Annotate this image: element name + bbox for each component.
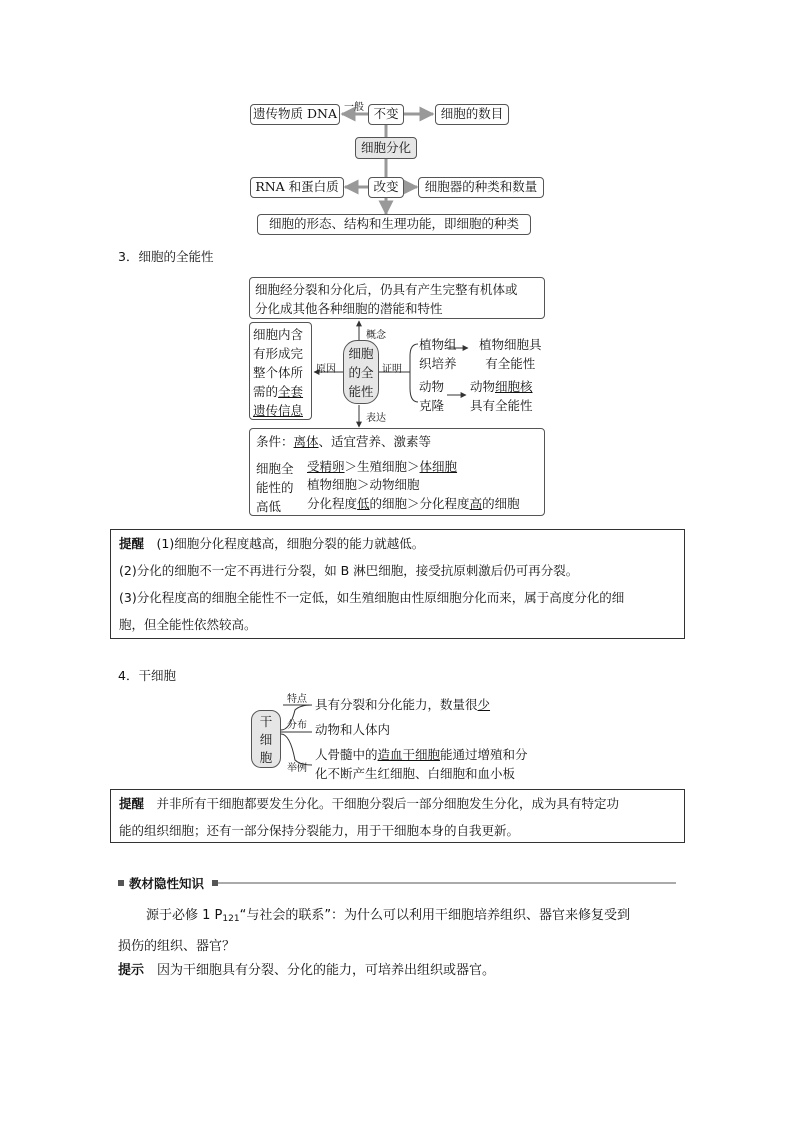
- reminder-line: (3)分化程度高的细胞全能性不一定低，如生殖细胞由性原细胞分化而来，属于高度分化的细: [119, 590, 625, 605]
- reminder-line: (1)细胞分化程度越高，细胞分裂的能力就越低。: [144, 536, 425, 551]
- section3-heading: 3．细胞的全能性: [118, 249, 214, 264]
- reason-keyword: 遗传信息: [253, 403, 304, 418]
- reminder-title: 提醒: [119, 536, 145, 551]
- result-box: 细胞的形态、结构和生理功能，即细胞的种类: [257, 214, 531, 235]
- expression-box: [249, 428, 545, 516]
- stem-cell-center: 干 细 胞: [251, 710, 281, 768]
- reminder-box-2: [110, 789, 685, 843]
- express-label: 表达: [366, 413, 386, 424]
- order-line2: 植物细胞＞动物细胞: [307, 477, 420, 492]
- plant-tissue-culture: 植物组 织培养: [419, 337, 457, 371]
- animal-cloning: 动物 克隆: [419, 379, 445, 413]
- distribution-text: 动物和人体内: [315, 722, 391, 737]
- concept-line1: 细胞经分裂和分化后，仍具有产生完整有机体或: [255, 282, 518, 297]
- reminder-line: (2)分化的细胞不一定不再进行分裂，如 B 淋巴细胞，接受抗原刺激后仍可再分裂。: [119, 563, 579, 578]
- answer-title: 提示: [118, 963, 145, 978]
- reason-line: 需的: [253, 384, 279, 399]
- proof-label: 证明: [382, 364, 402, 375]
- changed-box: 改变: [368, 177, 404, 198]
- general-label: 一般: [344, 102, 364, 113]
- organelles-box: 细胞器的种类和数量: [418, 177, 544, 198]
- reason-keyword: 全套: [278, 384, 304, 399]
- section4-heading: 4．干细胞: [118, 668, 176, 683]
- reason-line: 整个体所: [253, 365, 304, 380]
- example-label: 举例: [287, 763, 307, 774]
- rna-protein-box: RNA 和蛋白质: [250, 177, 344, 198]
- plant-result: 植物细胞具 有全能性: [479, 337, 542, 371]
- feature-label: 特点: [287, 694, 307, 705]
- reminder-line: 并非所有干细胞都要发生分化。干细胞分裂后一部分细胞发生分化，成为具有特定功: [144, 796, 620, 811]
- reason-line: 细胞内含: [253, 327, 304, 342]
- reminder-line: 胞，但全能性依然较高。: [119, 617, 257, 632]
- distribution-label: 分布: [287, 720, 307, 731]
- condition-line: 条件：离体、适宜营养、激素等: [256, 434, 432, 449]
- reason-label: 原因: [316, 364, 336, 375]
- hidden-answer: [118, 957, 684, 985]
- hidden-knowledge-heading: 教材隐性知识: [129, 876, 205, 891]
- unchanged-box: 不变: [368, 104, 404, 125]
- reason-box: [249, 322, 312, 420]
- center-line: 的全: [348, 365, 374, 380]
- answer-text: 因为干细胞具有分裂、分化的能力，可培养出组织或器官。: [144, 963, 496, 978]
- reminder-title: 提醒: [119, 796, 145, 811]
- order-line3: 分化程度低的细胞＞分化程度高的细胞: [307, 496, 520, 511]
- example-text: 人骨髓中的造血干细胞能通过增殖和分 化不断产生红细胞、白细胞和血小板: [315, 747, 528, 781]
- level-label: 细胞全 能性的 高低: [256, 461, 294, 514]
- totipotency-center: [343, 340, 379, 404]
- concept-label: 概念: [366, 330, 386, 341]
- hidden-question: 源于必修 1 P121“与社会的联系”：为什么可以利用干细胞培养组织、器官来修复受到 损伤的组织、器官？: [118, 908, 631, 954]
- center-line: 能性: [348, 384, 374, 399]
- animal-result: 动物细胞核 具有全能性: [470, 379, 533, 413]
- reminder-line: 能的组织细胞；还有一部分保持分裂能力，用于干细胞本身的自我更新。: [119, 823, 520, 838]
- order-line1: 受精卵＞生殖细胞＞体细胞: [307, 459, 458, 474]
- concept-box: [249, 277, 545, 319]
- cell-number-box: 细胞的数目: [435, 104, 509, 125]
- concept-line2: 分化成其他各种细胞的潜能和特性: [255, 301, 443, 316]
- center-line: 细胞: [348, 346, 374, 361]
- reminder-box-1: [110, 529, 685, 639]
- reason-line: 有形成完: [253, 346, 304, 361]
- differentiation-box: 细胞分化: [355, 137, 417, 159]
- dna-box: 遗传物质 DNA: [250, 104, 340, 125]
- feature-text: 具有分裂和分化能力，数量很少: [315, 697, 491, 712]
